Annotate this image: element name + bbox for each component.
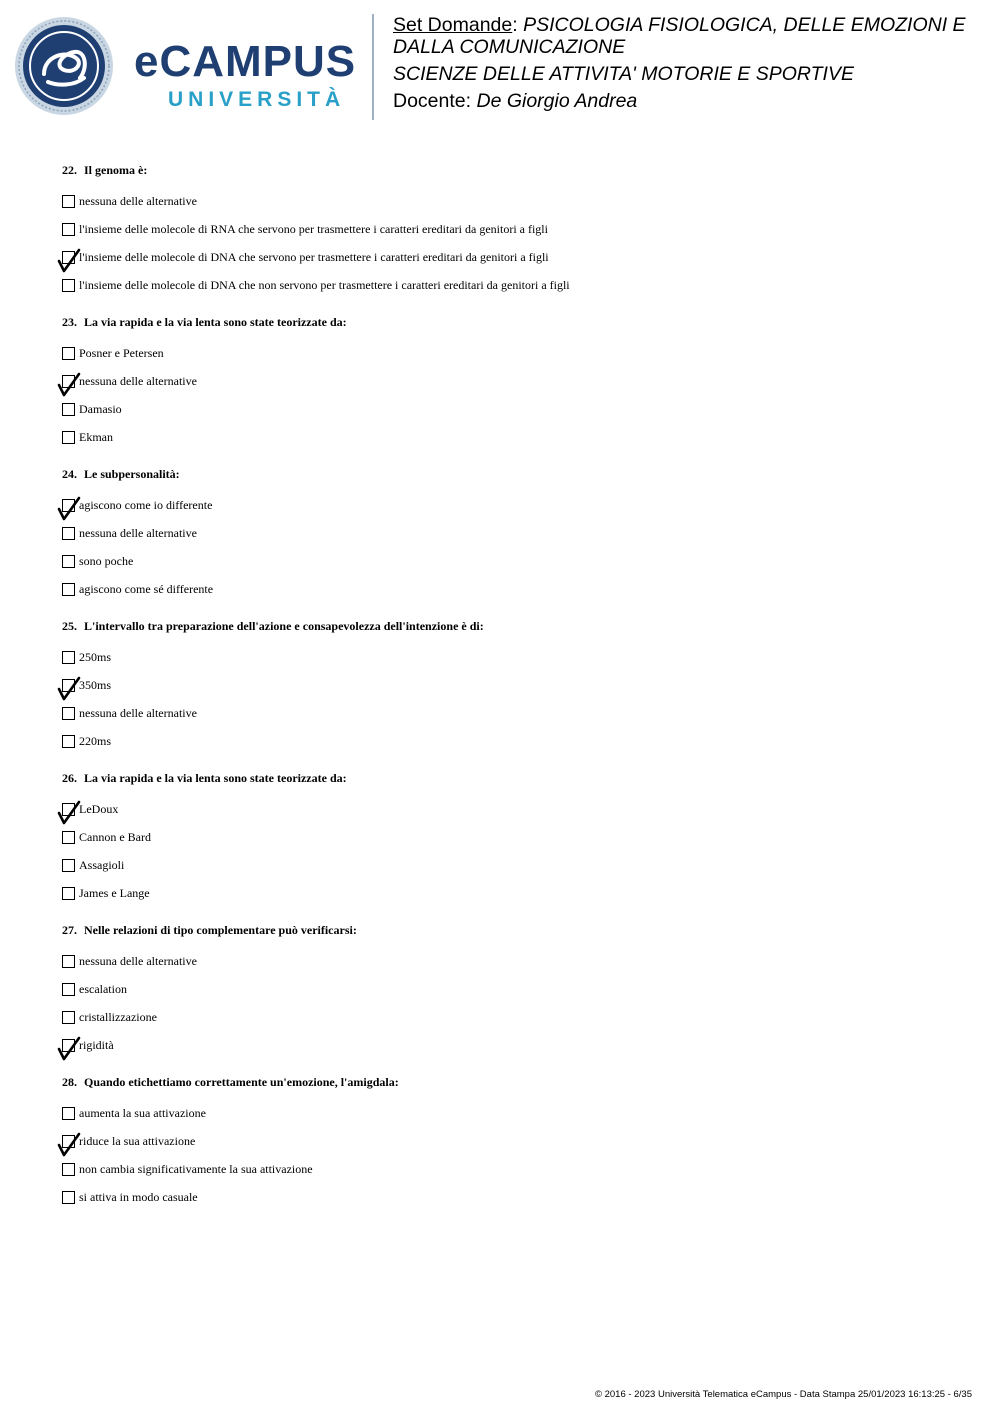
answer-option[interactable] xyxy=(62,823,962,851)
answer-checkbox[interactable] xyxy=(62,831,75,844)
question-text: La via rapida e la via lenta sono state teorizzate da: xyxy=(84,315,347,329)
answer-option[interactable] xyxy=(62,215,962,243)
answer-text: 350ms xyxy=(79,678,112,692)
answer-checkbox[interactable] xyxy=(62,583,75,596)
answer-text: nessuna delle alternative xyxy=(79,954,197,968)
question-title xyxy=(62,922,962,938)
answer-checkbox[interactable] xyxy=(62,431,75,444)
header-divider xyxy=(372,14,374,120)
answer-text: 220ms xyxy=(79,734,112,748)
answer-option[interactable] xyxy=(62,699,962,727)
question-text: La via rapida e la via lenta sono state teorizzate da: xyxy=(84,771,347,785)
answer-text: Cannon e Bard xyxy=(79,830,151,844)
university-seal-icon xyxy=(14,16,114,116)
ecampus-logo xyxy=(14,16,364,116)
answer-option[interactable] xyxy=(62,975,962,1003)
question-28 xyxy=(62,1074,962,1211)
checkmark-icon xyxy=(57,1037,83,1063)
answer-text: l'insieme delle molecole di DNA che servono per trasmettere i caratteri ereditari da genitori a figli xyxy=(79,250,549,264)
answer-option[interactable] xyxy=(62,1003,962,1031)
answer-option[interactable] xyxy=(62,643,962,671)
question-number: 28. xyxy=(62,1075,77,1089)
answer-option[interactable] xyxy=(62,547,962,575)
answer-option[interactable] xyxy=(62,1099,962,1127)
answer-checkbox[interactable] xyxy=(62,499,75,512)
answer-checkbox[interactable] xyxy=(62,403,75,416)
answer-text: agiscono come io differente xyxy=(79,498,213,512)
answer-text: James e Lange xyxy=(79,886,150,900)
answer-option[interactable] xyxy=(62,423,962,451)
answer-checkbox[interactable] xyxy=(62,1011,75,1024)
question-title xyxy=(62,770,962,786)
question-number: 26. xyxy=(62,771,77,785)
answer-text: Damasio xyxy=(79,402,122,416)
answer-checkbox[interactable] xyxy=(62,651,75,664)
answer-option[interactable] xyxy=(62,395,962,423)
header-info: Set Domande: PSICOLOGIA FISIOLOGICA, DELLE EMOZIONI E DALLA COMUNICAZIONE SCIENZE DELLE ATTIVITA' MOTORIE E SPORTIVE Docente: De Giorgio Andrea xyxy=(393,14,983,112)
answer-option[interactable] xyxy=(62,671,962,699)
answer-checkbox[interactable] xyxy=(62,679,75,692)
question-title xyxy=(62,162,962,178)
answer-text: LeDoux xyxy=(79,802,119,816)
answer-text: cristallizzazione xyxy=(79,1010,157,1024)
answer-checkbox[interactable] xyxy=(62,555,75,568)
answer-text: nessuna delle alternative xyxy=(79,194,197,208)
page-footer: © 2016 - 2023 Università Telematica eCampus - Data Stampa 25/01/2023 16:13:25 - 6/35 xyxy=(594,1389,972,1400)
answer-text: 250ms xyxy=(79,650,112,664)
answer-checkbox[interactable] xyxy=(62,955,75,968)
teacher-name: De Giorgio Andrea xyxy=(476,90,638,112)
question-25 xyxy=(62,618,962,755)
answer-text: aumenta la sua attivazione xyxy=(79,1106,206,1120)
answer-text: rigidità xyxy=(79,1038,114,1052)
answer-checkbox[interactable] xyxy=(62,1163,75,1176)
question-title xyxy=(62,314,962,330)
answer-text: nessuna delle alternative xyxy=(79,706,197,720)
answer-checkbox[interactable] xyxy=(62,735,75,748)
question-title xyxy=(62,466,962,482)
answer-text: nessuna delle alternative xyxy=(79,526,197,540)
question-number: 22. xyxy=(62,163,77,177)
answer-text: agiscono come sé differente xyxy=(79,582,214,596)
question-title xyxy=(62,618,962,634)
question-27 xyxy=(62,922,962,1059)
answer-checkbox[interactable] xyxy=(62,887,75,900)
answer-option[interactable] xyxy=(62,491,962,519)
answer-checkbox[interactable] xyxy=(62,347,75,360)
answer-option[interactable] xyxy=(62,187,962,215)
answer-text: si attiva in modo casuale xyxy=(79,1190,198,1204)
answer-checkbox[interactable] xyxy=(62,983,75,996)
answer-option[interactable] xyxy=(62,339,962,367)
answer-option[interactable] xyxy=(62,367,962,395)
answer-checkbox[interactable] xyxy=(62,195,75,208)
question-26 xyxy=(62,770,962,907)
answer-checkbox[interactable] xyxy=(62,859,75,872)
answer-option[interactable] xyxy=(62,1127,962,1155)
degree-name: SCIENZE DELLE ATTIVITA' MOTORIE E SPORTIVE xyxy=(393,63,854,85)
teacher-label: Docente: xyxy=(393,90,472,112)
answer-text: Ekman xyxy=(79,430,113,444)
answer-option[interactable] xyxy=(62,1155,962,1183)
question-text: L'intervallo tra preparazione dell'azione e consapevolezza dell'intenzione è di: xyxy=(84,619,484,633)
answer-checkbox[interactable] xyxy=(62,223,75,236)
question-number: 27. xyxy=(62,923,77,937)
answer-text: riduce la sua attivazione xyxy=(79,1134,196,1148)
answer-checkbox[interactable] xyxy=(62,375,75,388)
answer-option[interactable] xyxy=(62,1183,962,1211)
answer-option[interactable] xyxy=(62,851,962,879)
set-label: Set Domande xyxy=(393,14,513,36)
answer-option[interactable] xyxy=(62,795,962,823)
answer-option[interactable] xyxy=(62,575,962,603)
answer-option[interactable] xyxy=(62,519,962,547)
answer-checkbox[interactable] xyxy=(62,803,75,816)
question-23 xyxy=(62,314,962,451)
answer-text: sono poche xyxy=(79,554,134,568)
answer-text: Assagioli xyxy=(79,858,125,872)
answer-option[interactable] xyxy=(62,879,962,907)
answer-text: nessuna delle alternative xyxy=(79,374,197,388)
answer-option[interactable] xyxy=(62,1031,962,1059)
answer-checkbox[interactable] xyxy=(62,1191,75,1204)
answer-checkbox[interactable] xyxy=(62,707,75,720)
answer-text: l'insieme delle molecole di RNA che servono per trasmettere i caratteri ereditari da genitori a figli xyxy=(79,222,548,236)
question-text: Le subpersonalità: xyxy=(84,467,180,481)
question-24 xyxy=(62,466,962,603)
answer-option[interactable] xyxy=(62,947,962,975)
answer-option[interactable] xyxy=(62,243,962,271)
question-number: 24. xyxy=(62,467,77,481)
question-number: 25. xyxy=(62,619,77,633)
question-number: 23. xyxy=(62,315,77,329)
question-text: Quando etichettiamo correttamente un'emozione, l'amigdala: xyxy=(84,1075,399,1089)
answer-text: l'insieme delle molecole di DNA che non servono per trasmettere i caratteri ereditari da genitori a figli xyxy=(79,278,570,292)
answer-checkbox[interactable] xyxy=(62,1039,75,1052)
answer-checkbox[interactable] xyxy=(62,527,75,540)
answer-option[interactable] xyxy=(62,271,962,299)
answer-text: non cambia significativamente la sua attivazione xyxy=(79,1162,313,1176)
answer-checkbox[interactable] xyxy=(62,251,75,264)
logo-subtitle: UNIVERSITÀ xyxy=(168,88,346,111)
answer-checkbox[interactable] xyxy=(62,1135,75,1148)
logo-name: eCAMPUS xyxy=(134,37,357,86)
course-title: PSICOLOGIA FISIOLOGICA, DELLE EMOZIONI E DALLA COMUNICAZIONE xyxy=(393,14,966,58)
answer-text: Posner e Petersen xyxy=(79,346,164,360)
question-text: Il genoma è: xyxy=(84,163,148,177)
answer-checkbox[interactable] xyxy=(62,279,75,292)
answer-option[interactable] xyxy=(62,727,962,755)
question-title xyxy=(62,1074,962,1090)
answer-text: escalation xyxy=(79,982,127,996)
question-22 xyxy=(62,162,962,299)
question-list xyxy=(62,162,962,1226)
answer-checkbox[interactable] xyxy=(62,1107,75,1120)
question-text: Nelle relazioni di tipo complementare può verificarsi: xyxy=(84,923,357,937)
